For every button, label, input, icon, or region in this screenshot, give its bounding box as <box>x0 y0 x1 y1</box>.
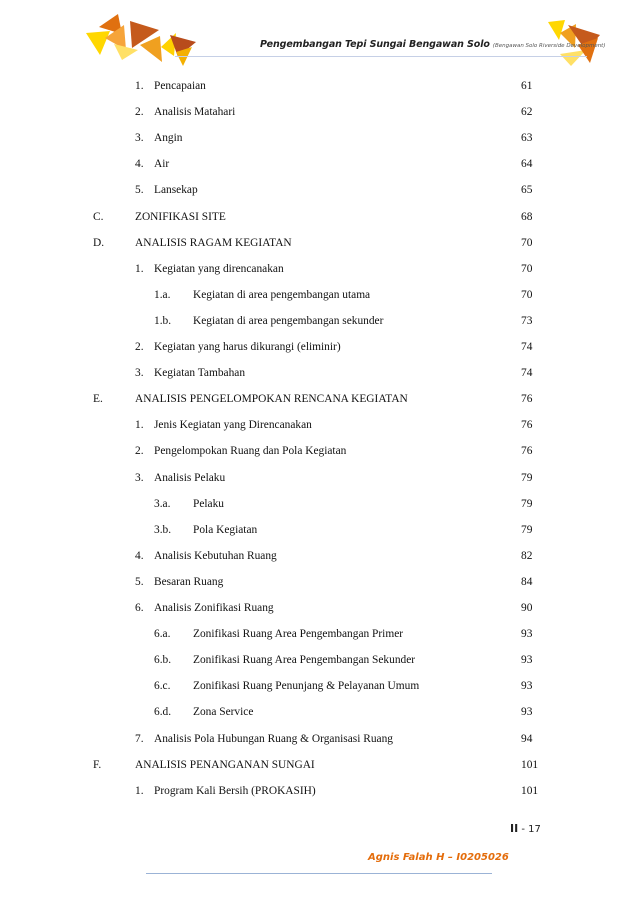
toc-page-number: 90 <box>521 602 533 614</box>
toc-row <box>0 417 638 433</box>
toc-entry-text: Analisis Pola Hubungan Ruang & Organisasi Ruang <box>154 733 393 745</box>
toc-row <box>0 78 638 94</box>
header-divider <box>175 56 587 57</box>
toc-page-number: 65 <box>521 184 533 196</box>
toc-label: E. <box>93 393 103 405</box>
toc-row <box>0 235 638 251</box>
toc-page-number: 76 <box>521 445 533 457</box>
toc-entry-text: ZONIFIKASI SITE <box>135 211 226 223</box>
toc-entry-text: Pencapaian <box>154 80 206 92</box>
toc-label: 2. <box>135 106 144 118</box>
toc-label: 1. <box>135 785 144 797</box>
toc-label: 6. <box>135 602 144 614</box>
toc-row <box>0 757 638 773</box>
toc-entry-text: Kegiatan yang harus dikurangi (eliminir) <box>154 341 341 353</box>
chapter-number: II <box>510 822 519 835</box>
toc-label: 3.a. <box>154 498 171 510</box>
toc-entry-text: Program Kali Bersih (PROKASIH) <box>154 785 316 797</box>
header-triangle-decoration <box>0 0 638 75</box>
toc-entry-text: Besaran Ruang <box>154 576 224 588</box>
toc-entry-text: Angin <box>154 132 183 144</box>
toc-entry-text: ANALISIS PENANGANAN SUNGAI <box>135 759 315 771</box>
toc-entry-text: Kegiatan yang direncanakan <box>154 263 284 275</box>
toc-entry-text: Kegiatan di area pengembangan sekunder <box>193 315 384 327</box>
toc-page-number: 93 <box>521 654 533 666</box>
toc-page-number: 93 <box>521 680 533 692</box>
toc-row <box>0 626 638 642</box>
toc-page-number: 76 <box>521 419 533 431</box>
toc-row <box>0 652 638 668</box>
toc-row <box>0 391 638 407</box>
toc-entry-text: Analisis Matahari <box>154 106 236 118</box>
toc-label: 6.d. <box>154 706 172 718</box>
toc-label: 6.a. <box>154 628 171 640</box>
toc-label: 4. <box>135 550 144 562</box>
toc-row <box>0 678 638 694</box>
toc-label: 5. <box>135 576 144 588</box>
toc-label: 7. <box>135 733 144 745</box>
toc-entry-text: Analisis Zonifikasi Ruang <box>154 602 274 614</box>
toc-entry-text: Zonifikasi Ruang Area Pengembangan Sekunder <box>193 654 416 666</box>
toc-label: 3. <box>135 472 144 484</box>
toc-label: 5. <box>135 184 144 196</box>
footer-divider <box>146 873 492 874</box>
toc-label: 6.c. <box>154 680 171 692</box>
toc-page-number: 73 <box>521 315 533 327</box>
toc-page-number: 79 <box>521 524 533 536</box>
yellow-triangle <box>86 31 110 55</box>
toc-row <box>0 156 638 172</box>
toc-entry-text: Zonifikasi Ruang Area Pengembangan Primer <box>193 628 404 640</box>
toc-page-number: 70 <box>521 237 533 249</box>
toc-page-number: 84 <box>521 576 533 588</box>
toc-row <box>0 261 638 277</box>
header-title <box>260 39 606 50</box>
header-title-text: Pengembangan Tepi Sungai Bengawan Solo <box>260 39 490 50</box>
toc-label: F. <box>93 759 102 771</box>
toc-label: 2. <box>135 341 144 353</box>
toc-row <box>0 522 638 538</box>
toc-row <box>0 574 638 590</box>
toc-row <box>0 496 638 512</box>
page-suffix: - 17 <box>521 824 541 835</box>
toc-label: 2. <box>135 445 144 457</box>
toc-row <box>0 209 638 225</box>
toc-row <box>0 313 638 329</box>
toc-page-number: 79 <box>521 498 533 510</box>
toc-label: C. <box>93 211 104 223</box>
toc-entry-text: Jenis Kegiatan yang Direncanakan <box>154 419 312 431</box>
toc-page-number: 62 <box>521 106 533 118</box>
toc-entry-text: Zona Service <box>193 706 254 718</box>
toc-page-number: 93 <box>521 706 533 718</box>
toc-label: 1.a. <box>154 289 171 301</box>
toc-label: 1.b. <box>154 315 172 327</box>
toc-row <box>0 130 638 146</box>
toc-label: 1. <box>135 419 144 431</box>
toc-page-number: 74 <box>521 341 533 353</box>
toc-entry-text: Analisis Pelaku <box>154 472 226 484</box>
toc-row <box>0 443 638 459</box>
toc-label: 6.b. <box>154 654 172 666</box>
toc-row <box>0 182 638 198</box>
toc-row <box>0 287 638 303</box>
toc-page-number: 68 <box>521 211 533 223</box>
toc-row <box>0 470 638 486</box>
toc-page-number: 70 <box>521 289 533 301</box>
toc-entry-text: Analisis Kebutuhan Ruang <box>154 550 277 562</box>
toc-page-number: 94 <box>521 733 533 745</box>
toc-page-number: 101 <box>521 785 539 797</box>
toc-label: 3.b. <box>154 524 172 536</box>
toc-page-number: 93 <box>521 628 533 640</box>
toc-page-number: 101 <box>521 759 539 771</box>
footer-author: Agnis Falah H – I0205026 <box>368 852 509 863</box>
toc-page-number: 64 <box>521 158 533 170</box>
toc-entry-text: Pengelompokan Ruang dan Pola Kegiatan <box>154 445 347 457</box>
toc-entry-text: Zonifikasi Ruang Penunjang & Pelayanan Umum <box>193 680 420 692</box>
toc-entry-text: Kegiatan Tambahan <box>154 367 246 379</box>
toc-entry-text: Air <box>154 158 170 170</box>
toc-entry-text: ANALISIS RAGAM KEGIATAN <box>135 237 292 249</box>
toc-page-number: 79 <box>521 472 533 484</box>
toc-row <box>0 783 638 799</box>
toc-page-number: 74 <box>521 367 533 379</box>
toc-row <box>0 365 638 381</box>
toc-row <box>0 731 638 747</box>
toc-row <box>0 548 638 564</box>
yellow-triangle <box>560 50 586 66</box>
toc-entry-text: Pola Kegiatan <box>193 524 258 536</box>
toc-page-number: 82 <box>521 550 533 562</box>
toc-entry-text: Kegiatan di area pengembangan utama <box>193 289 371 301</box>
toc-label: 4. <box>135 158 144 170</box>
toc-label: 1. <box>135 263 144 275</box>
toc-page-number: 61 <box>521 80 533 92</box>
toc-page-number: 76 <box>521 393 533 405</box>
toc-row <box>0 104 638 120</box>
toc-page-number: 70 <box>521 263 533 275</box>
toc-entry-text: Pelaku <box>193 498 225 510</box>
toc-entry-text: ANALISIS PENGELOMPOKAN RENCANA KEGIATAN <box>135 393 408 405</box>
page-number <box>510 822 541 835</box>
toc-row <box>0 600 638 616</box>
yellow-triangle <box>548 20 565 40</box>
toc-row <box>0 339 638 355</box>
toc-entry-text: Lansekap <box>154 184 198 196</box>
toc-page-number: 63 <box>521 132 533 144</box>
header-subtitle: (Bengawan Solo Riverside Development) <box>492 43 606 49</box>
toc-row <box>0 704 638 720</box>
toc-label: D. <box>93 237 105 249</box>
toc-label: 3. <box>135 367 144 379</box>
toc-label: 1. <box>135 80 144 92</box>
toc-label: 3. <box>135 132 144 144</box>
